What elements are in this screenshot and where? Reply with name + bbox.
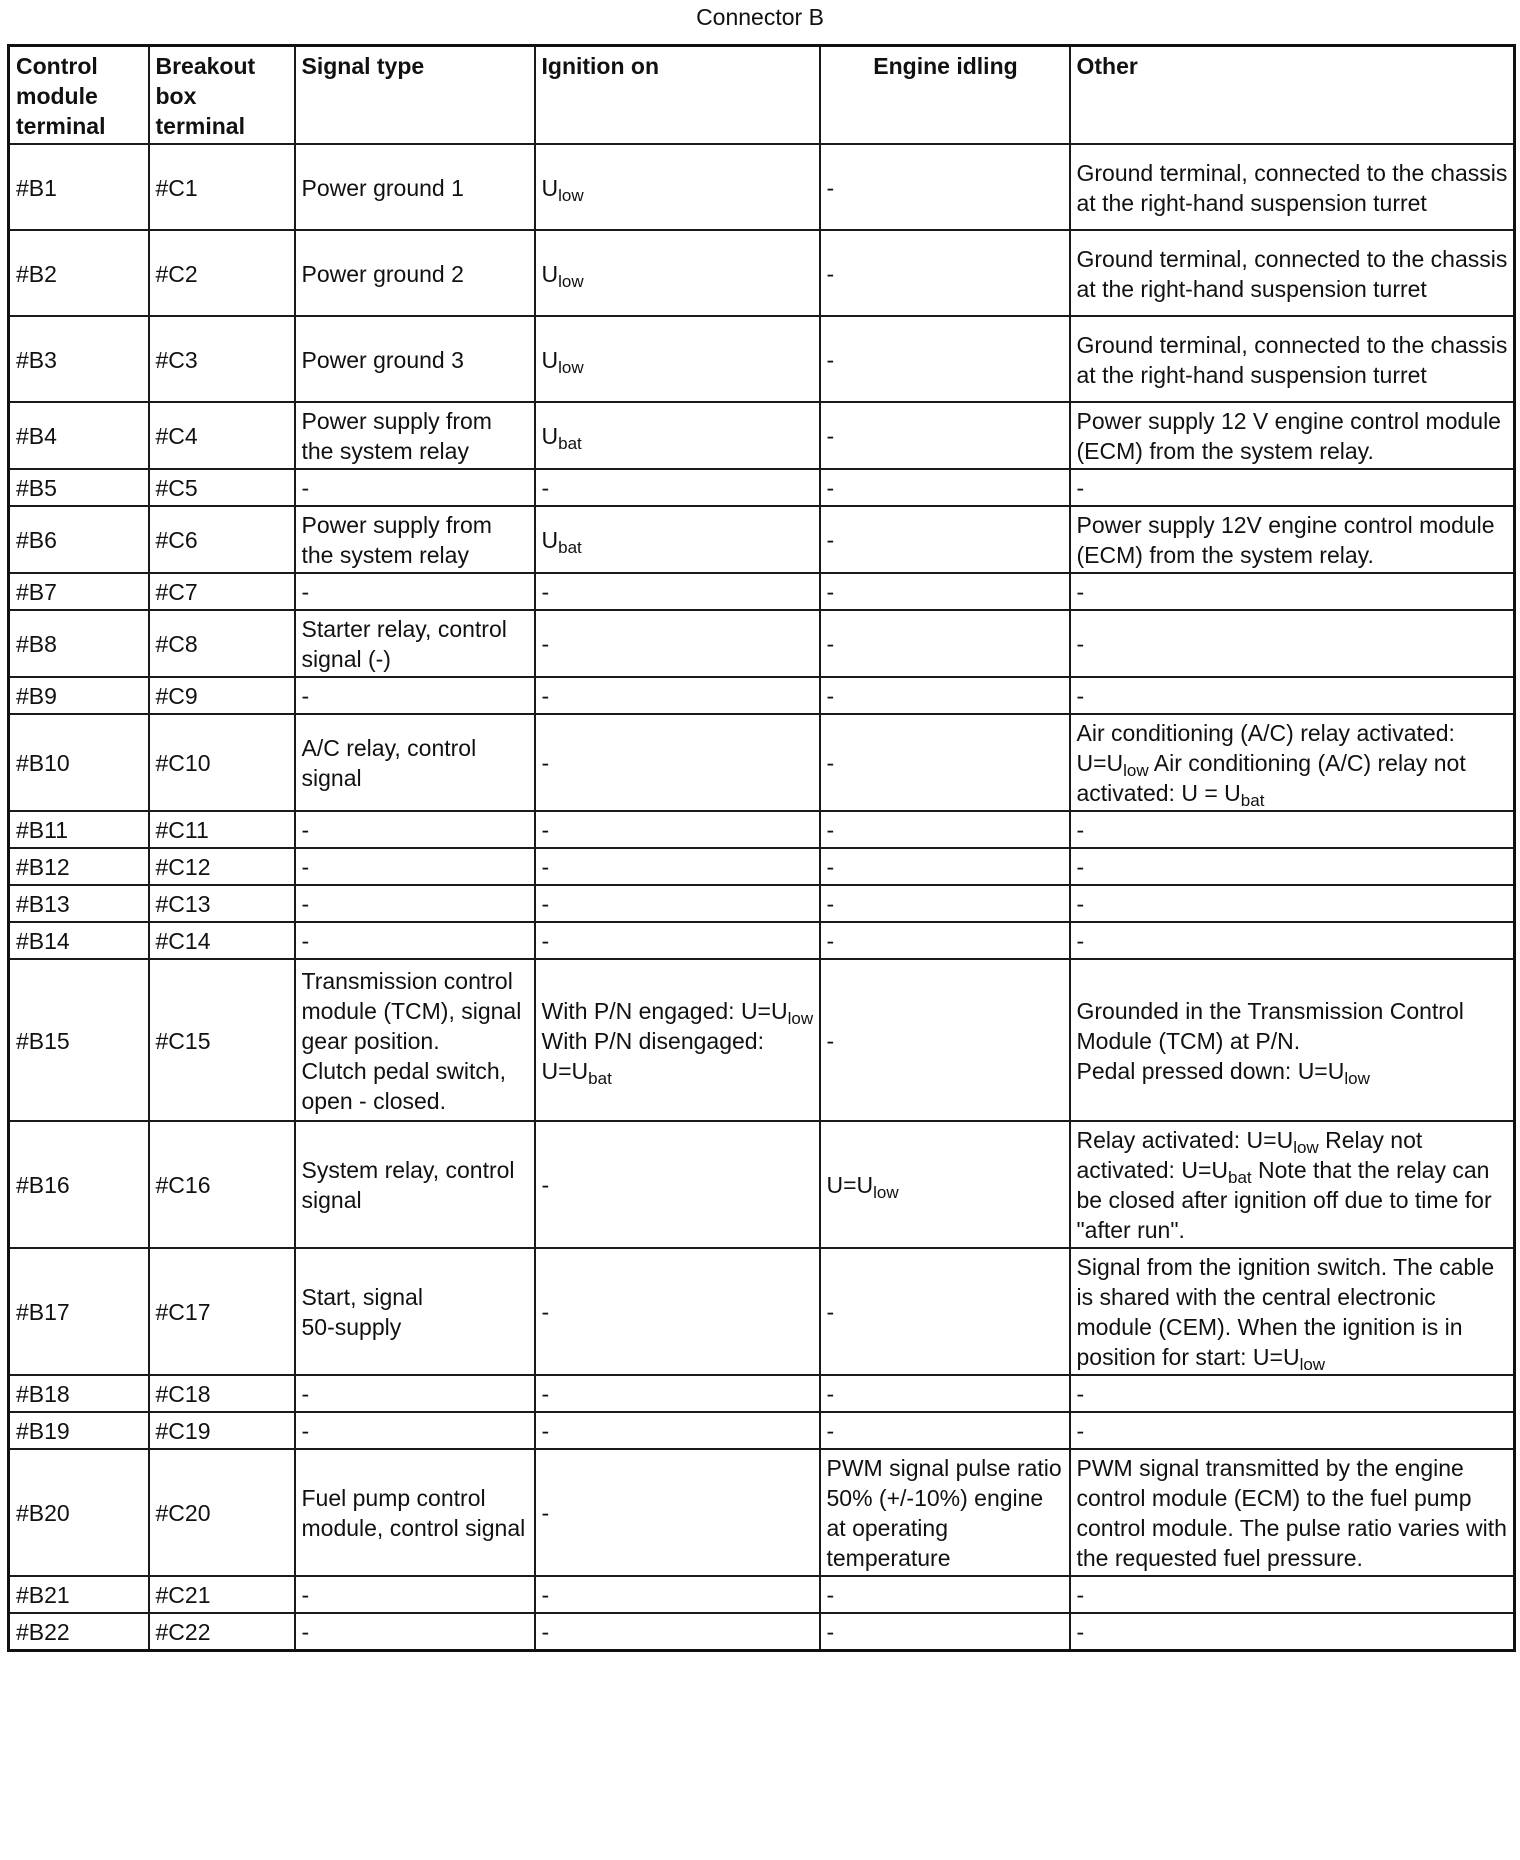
header-row xyxy=(9,46,1515,145)
cell-ignition: - xyxy=(535,885,820,922)
cell-idling: - xyxy=(820,959,1070,1121)
cell-other: - xyxy=(1070,1576,1515,1613)
header-other: Other xyxy=(1070,46,1515,145)
cell-idling: - xyxy=(820,885,1070,922)
cell-terminal: #B2 xyxy=(9,230,149,316)
table-row xyxy=(9,1375,1515,1412)
table-row xyxy=(9,1248,1515,1375)
table-row xyxy=(9,144,1515,230)
cell-ignition: - xyxy=(535,1412,820,1449)
cell-other: - xyxy=(1070,1412,1515,1449)
cell-breakout: #C19 xyxy=(149,1412,295,1449)
table-row xyxy=(9,1449,1515,1576)
cell-ignition: $U_{low}$ xyxy=(535,316,820,402)
cell-signal: Start, signal 50-supply xyxy=(295,1248,535,1375)
cell-terminal: #B16 xyxy=(9,1121,149,1248)
cell-other: - xyxy=(1070,885,1515,922)
cell-breakout: #C2 xyxy=(149,230,295,316)
table-row xyxy=(9,402,1515,469)
cell-breakout: #C18 xyxy=(149,1375,295,1412)
cell-idling: - xyxy=(820,402,1070,469)
cell-signal: Power supply from the system relay xyxy=(295,402,535,469)
cell-breakout: #C13 xyxy=(149,885,295,922)
cell-signal: - xyxy=(295,848,535,885)
cell-terminal: #B18 xyxy=(9,1375,149,1412)
cell-other: Ground terminal, connected to the chassis at the right-hand suspension turret xyxy=(1070,144,1515,230)
cell-idling: - xyxy=(820,610,1070,677)
table-row xyxy=(9,610,1515,677)
cell-terminal: #B20 xyxy=(9,1449,149,1576)
table-row xyxy=(9,922,1515,959)
cell-idling: - xyxy=(820,506,1070,573)
header-breakout: Breakout box terminal xyxy=(149,46,295,145)
cell-ignition: - xyxy=(535,714,820,811)
cell-ignition: - xyxy=(535,848,820,885)
cell-other: - xyxy=(1070,610,1515,677)
cell-ignition: - xyxy=(535,922,820,959)
cell-signal: - xyxy=(295,677,535,714)
table-row xyxy=(9,1613,1515,1651)
cell-signal: - xyxy=(295,885,535,922)
cell-terminal: #B5 xyxy=(9,469,149,506)
cell-signal: - xyxy=(295,811,535,848)
cell-idling: - xyxy=(820,1248,1070,1375)
cell-idling: - xyxy=(820,714,1070,811)
table-title: Connector B xyxy=(696,4,824,30)
cell-breakout: #C14 xyxy=(149,922,295,959)
cell-breakout: #C9 xyxy=(149,677,295,714)
table-row xyxy=(9,469,1515,506)
cell-breakout: #C17 xyxy=(149,1248,295,1375)
cell-breakout: #C10 xyxy=(149,714,295,811)
table-row xyxy=(9,848,1515,885)
cell-ignition: - xyxy=(535,1449,820,1576)
cell-other: Relay activated: $U=U_{low}$ Relay not activated: $U=U_{bat}$ Note that the relay can be closed after ignition off due to time for "after run". xyxy=(1070,1121,1515,1248)
table-row xyxy=(9,316,1515,402)
cell-idling: - xyxy=(820,1412,1070,1449)
cell-signal: Power ground 1 xyxy=(295,144,535,230)
cell-terminal: #B13 xyxy=(9,885,149,922)
cell-idling: - xyxy=(820,469,1070,506)
cell-breakout: #C3 xyxy=(149,316,295,402)
cell-idling: - xyxy=(820,677,1070,714)
cell-breakout: #C7 xyxy=(149,573,295,610)
cell-other: Signal from the ignition switch. The cable is shared with the central electronic module (CEM). When the ignition is in position for start: $U=U_{low}$ xyxy=(1070,1248,1515,1375)
cell-terminal: #B6 xyxy=(9,506,149,573)
cell-terminal: #B1 xyxy=(9,144,149,230)
cell-terminal: #B19 xyxy=(9,1412,149,1449)
table-row xyxy=(9,230,1515,316)
table-row xyxy=(9,573,1515,610)
cell-idling: - xyxy=(820,1576,1070,1613)
cell-terminal: #B12 xyxy=(9,848,149,885)
cell-ignition: $U_{low}$ xyxy=(535,144,820,230)
cell-signal: Starter relay, control signal (-) xyxy=(295,610,535,677)
cell-idling: PWM signal pulse ratio 50% (+/-10%) engine at operating temperature xyxy=(820,1449,1070,1576)
cell-signal: Power ground 3 xyxy=(295,316,535,402)
cell-idling: $U=U_{low}$ xyxy=(820,1121,1070,1248)
cell-terminal: #B9 xyxy=(9,677,149,714)
cell-signal: - xyxy=(295,1576,535,1613)
cell-signal: - xyxy=(295,1412,535,1449)
cell-ignition: - xyxy=(535,1121,820,1248)
table-row xyxy=(9,506,1515,573)
cell-signal: - xyxy=(295,1613,535,1651)
cell-breakout: #C1 xyxy=(149,144,295,230)
cell-idling: - xyxy=(820,922,1070,959)
cell-terminal: #B7 xyxy=(9,573,149,610)
cell-idling: - xyxy=(820,573,1070,610)
cell-breakout: #C16 xyxy=(149,1121,295,1248)
cell-terminal: #B21 xyxy=(9,1576,149,1613)
table-row xyxy=(9,885,1515,922)
cell-breakout: #C22 xyxy=(149,1613,295,1651)
cell-breakout: #C15 xyxy=(149,959,295,1121)
cell-ignition: - xyxy=(535,811,820,848)
cell-terminal: #B10 xyxy=(9,714,149,811)
cell-idling: - xyxy=(820,316,1070,402)
cell-terminal: #B3 xyxy=(9,316,149,402)
cell-ignition: - xyxy=(535,1248,820,1375)
table-row xyxy=(9,714,1515,811)
cell-other: Grounded in the Transmission Control Module (TCM) at P/N. Pedal pressed down: $U=U_{low}$ xyxy=(1070,959,1515,1121)
cell-other: - xyxy=(1070,1375,1515,1412)
table-row xyxy=(9,1121,1515,1248)
cell-signal: System relay, control signal xyxy=(295,1121,535,1248)
cell-signal: Power supply from the system relay xyxy=(295,506,535,573)
cell-breakout: #C4 xyxy=(149,402,295,469)
cell-other: - xyxy=(1070,848,1515,885)
cell-ignition: - xyxy=(535,573,820,610)
header-engine-idling: Engine idling xyxy=(820,46,1070,145)
table-row xyxy=(9,959,1515,1121)
cell-ignition: - xyxy=(535,1375,820,1412)
cell-breakout: #C11 xyxy=(149,811,295,848)
table-row xyxy=(9,1412,1515,1449)
cell-signal: Fuel pump control module, control signal xyxy=(295,1449,535,1576)
header-terminal: Control module terminal xyxy=(9,46,149,145)
cell-ignition: With P/N engaged: $U=U_{low}$ With P/N disengaged: $U=U_{bat}$ xyxy=(535,959,820,1121)
cell-other: Power supply 12V engine control module (ECM) from the system relay. xyxy=(1070,506,1515,573)
header-ignition-on: Ignition on xyxy=(535,46,820,145)
cell-ignition: - xyxy=(535,610,820,677)
cell-signal: A/C relay, control signal xyxy=(295,714,535,811)
cell-other: PWM signal transmitted by the engine control module (ECM) to the fuel pump control module. The pulse ratio varies with the requested fuel pressure. xyxy=(1070,1449,1515,1576)
cell-other: - xyxy=(1070,922,1515,959)
cell-signal: Power ground 2 xyxy=(295,230,535,316)
cell-other: - xyxy=(1070,811,1515,848)
cell-signal: - xyxy=(295,1375,535,1412)
cell-other: - xyxy=(1070,573,1515,610)
cell-signal: - xyxy=(295,469,535,506)
cell-ignition: - xyxy=(535,677,820,714)
cell-other: - xyxy=(1070,677,1515,714)
connector-table xyxy=(7,44,1516,1652)
cell-idling: - xyxy=(820,848,1070,885)
table-row xyxy=(9,811,1515,848)
cell-terminal: #B4 xyxy=(9,402,149,469)
cell-other: Ground terminal, connected to the chassis at the right-hand suspension turret xyxy=(1070,316,1515,402)
cell-idling: - xyxy=(820,1375,1070,1412)
table-body xyxy=(9,144,1515,1651)
cell-breakout: #C6 xyxy=(149,506,295,573)
cell-ignition: $U_{low}$ xyxy=(535,230,820,316)
cell-idling: - xyxy=(820,1613,1070,1651)
cell-other: - xyxy=(1070,1613,1515,1651)
cell-signal: - xyxy=(295,922,535,959)
cell-breakout: #C5 xyxy=(149,469,295,506)
cell-breakout: #C21 xyxy=(149,1576,295,1613)
cell-breakout: #C8 xyxy=(149,610,295,677)
cell-other: Air conditioning (A/C) relay activated: $U=U_{low}$ Air conditioning (A/C) relay not activated: $U = U_{bat}$ xyxy=(1070,714,1515,811)
cell-ignition: - xyxy=(535,1613,820,1651)
cell-idling: - xyxy=(820,230,1070,316)
cell-terminal: #B11 xyxy=(9,811,149,848)
cell-other: - xyxy=(1070,469,1515,506)
cell-ignition: $U_{bat}$ xyxy=(535,506,820,573)
table-row xyxy=(9,1576,1515,1613)
cell-terminal: #B15 xyxy=(9,959,149,1121)
cell-terminal: #B17 xyxy=(9,1248,149,1375)
cell-terminal: #B14 xyxy=(9,922,149,959)
cell-ignition: - xyxy=(535,469,820,506)
cell-breakout: #C12 xyxy=(149,848,295,885)
table-row xyxy=(9,677,1515,714)
cell-signal: Transmission control module (TCM), signal gear position. Clutch pedal switch, open - closed. xyxy=(295,959,535,1121)
cell-signal: - xyxy=(295,573,535,610)
cell-other: Ground terminal, connected to the chassis at the right-hand suspension turret xyxy=(1070,230,1515,316)
cell-terminal: #B8 xyxy=(9,610,149,677)
cell-ignition: $U_{bat}$ xyxy=(535,402,820,469)
cell-breakout: #C20 xyxy=(149,1449,295,1576)
cell-other: Power supply 12 V engine control module (ECM) from the system relay. xyxy=(1070,402,1515,469)
cell-terminal: #B22 xyxy=(9,1613,149,1651)
cell-ignition: - xyxy=(535,1576,820,1613)
cell-idling: - xyxy=(820,144,1070,230)
cell-idling: - xyxy=(820,811,1070,848)
header-signal-type: Signal type xyxy=(295,46,535,145)
